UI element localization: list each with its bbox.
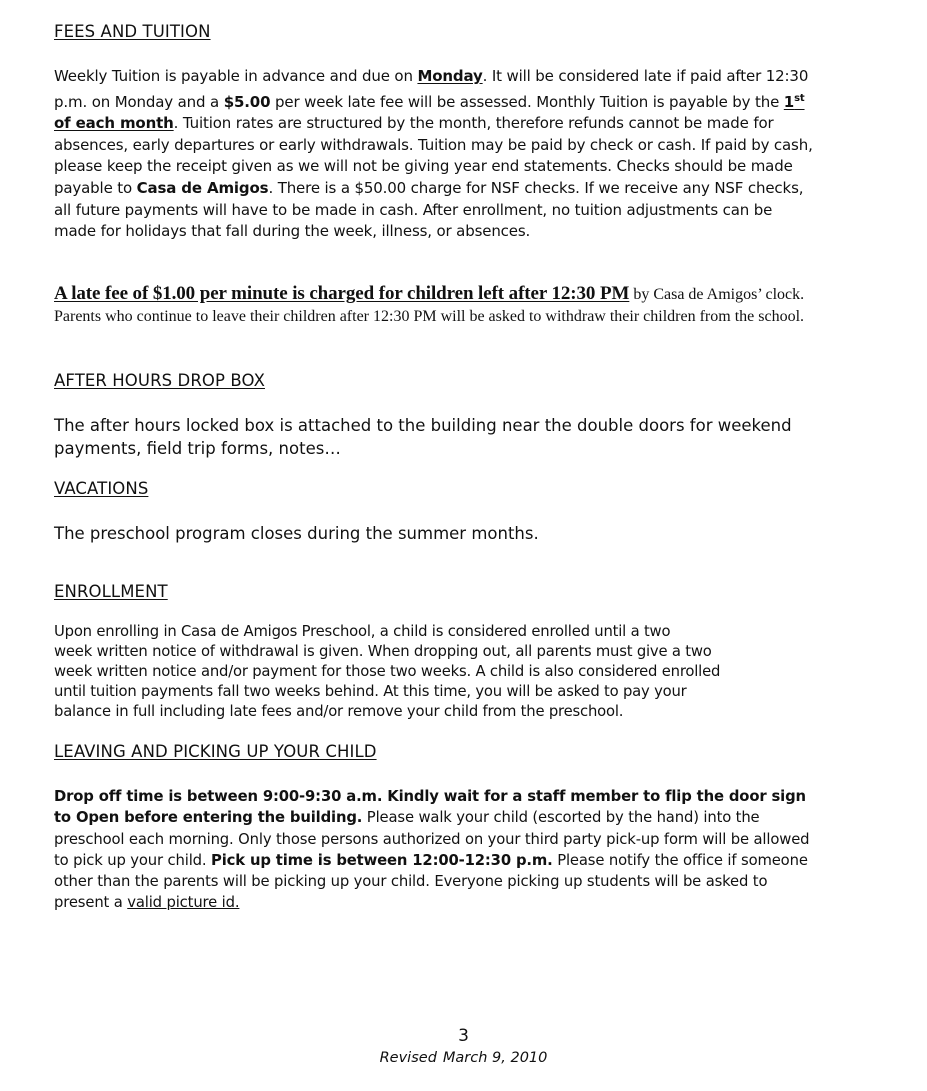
fees-text-4: . Tuition rates are structured by the month, therefore refunds cannot be made for absences, early departures or early withdrawals. Tuition may be paid by check or cash. If paid by cash, please keep the receipt given as we will not be giving year end statements. Checks should be made payable to [54,114,813,197]
monday-emphasis: Monday [417,67,483,85]
enrollment-line: week written notice and/or payment for those two weeks. A child is also considered enrolled [54,663,721,680]
dropoff-time-bold: Drop off time is between 9:00-9:30 a.m. Kindly wait for a staff member to flip the door sign to Open before entering the building. [54,788,806,827]
fees-heading: FEES AND TUITION [54,22,211,41]
enrollment-line: balance in full including late fees and/or remove your child from the preschool. [54,703,624,720]
payee-name: Casa de Amigos [136,178,269,197]
fees-text-2: . It will be considered late if paid after 12:30 p.m. on Monday and a [54,67,809,111]
enrollment-line: until tuition payments fall two weeks behind. At this time, you will be asked to pay your [54,683,687,700]
vacations-heading: VACATIONS [54,479,149,498]
drop-box-heading: AFTER HOURS DROP BOX [54,371,265,390]
revised-date: March 9, 2010 [442,1050,548,1066]
revised-label: Revised [379,1050,437,1066]
fees-text-1: Weekly Tuition is payable in advance and due on [54,67,418,85]
pickup-heading: LEAVING AND PICKING UP YOUR CHILD [54,742,377,761]
pickup-time-bold: Pick up time is between 12:00-12:30 p.m. [211,851,553,869]
late-fee-text: by Casa de Amigos’ clock. Parents who continue to leave their children after 12:30 PM will be asked to withdraw their children from the school. [54,286,805,325]
revised-date-line [0,1050,927,1066]
pickup-text-1: Please walk your child (escorted by the hand) into the preschool each morning. Only those persons authorized on your third party pick-up form will be allowed to pick up your child. [54,809,810,869]
enrollment-heading: ENROLLMENT [54,582,168,601]
first-superscript: st [794,92,805,104]
first-rest: of each month [54,114,174,133]
enrollment-paragraph [54,622,814,722]
fees-paragraph [54,66,814,243]
enrollment-line: Upon enrolling in Casa de Amigos Preschool, a child is considered enrolled until a two [54,623,671,640]
late-fee-headline: A late fee of $1.00 per minute is charged for children left after 12:30 PM [54,283,630,304]
late-fee-paragraph [54,283,854,327]
fees-text-3: per week late fee will be assessed. Monthly Tuition is payable by the [270,92,784,111]
page-number: 3 [458,1026,469,1046]
valid-id-underlined: valid picture id. [127,894,240,912]
fees-text-5: . There is a $50.00 charge for NSF checks. If we receive any NSF checks, all future payments will have to be made in cash. After enrollment, no tuition adjustments can be made for holidays that fall during the week, illness, or absences. [54,178,804,241]
late-amount: $5.00 [223,92,271,111]
drop-box-text: The after hours locked box is attached to the building near the double doors for weekend payments, field trip forms, notes… [54,416,792,458]
vacations-text: The preschool program closes during the summer months. [54,524,539,543]
first-number: 1 [783,92,795,111]
pickup-text-2: Please notify the office if someone other than the parents will be picking up your child. Everyone picking up students will be asked to present a [54,851,808,912]
pickup-paragraph [54,786,814,914]
enrollment-line: week written notice of withdrawal is given. When dropping out, all parents must give a two [54,643,712,660]
